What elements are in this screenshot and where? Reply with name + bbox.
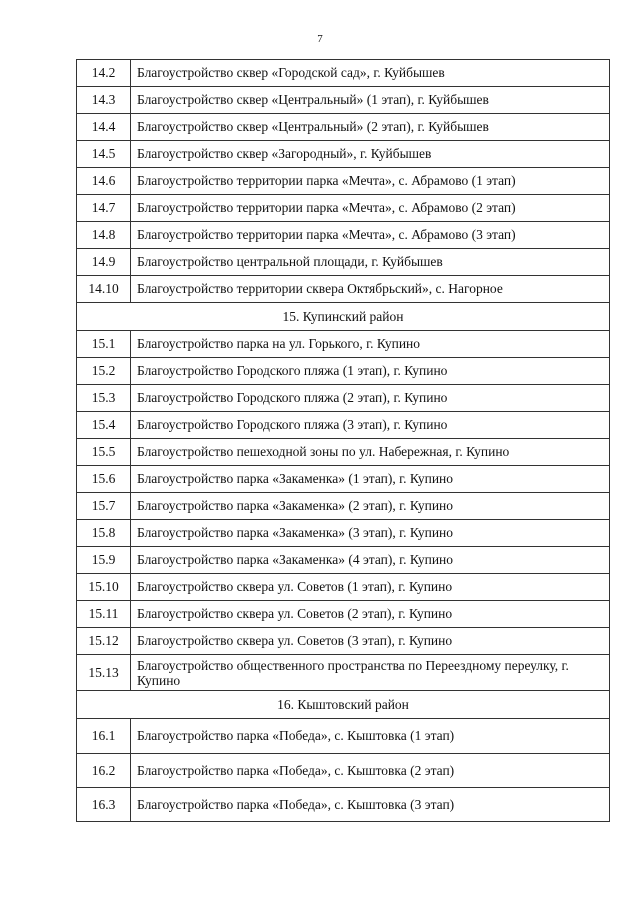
section-title: 16. Кыштовский район	[77, 691, 610, 719]
row-number: 15.1	[77, 331, 131, 358]
table-row	[77, 628, 610, 655]
table-row	[77, 195, 610, 222]
page-number: 7	[317, 33, 323, 45]
row-number: 16.3	[77, 788, 131, 822]
row-number: 15.5	[77, 439, 131, 466]
row-number: 15.2	[77, 358, 131, 385]
row-number: 14.10	[77, 276, 131, 303]
table-row	[77, 655, 610, 691]
table-row	[77, 114, 610, 141]
row-number: 14.6	[77, 168, 131, 195]
table-row	[77, 754, 610, 788]
row-description: Благоустройство сквер «Загородный», г. Куйбышев	[131, 141, 610, 168]
table-row	[77, 574, 610, 601]
row-number: 15.10	[77, 574, 131, 601]
row-description: Благоустройство парка «Победа», с. Кыштовка (1 этап)	[131, 719, 610, 754]
table-row	[77, 719, 610, 754]
table-row	[77, 601, 610, 628]
row-number: 15.7	[77, 493, 131, 520]
row-number: 15.8	[77, 520, 131, 547]
row-description: Благоустройство пешеходной зоны по ул. Набережная, г. Купино	[131, 439, 610, 466]
row-description: Благоустройство парка на ул. Горького, г. Купино	[131, 331, 610, 358]
row-number: 14.5	[77, 141, 131, 168]
table-row	[77, 331, 610, 358]
row-description: Благоустройство парка «Закаменка» (2 этап), г. Купино	[131, 493, 610, 520]
row-description: Благоустройство общественного пространства по Переездному переулку, г. Купино	[131, 655, 610, 691]
table-row	[77, 493, 610, 520]
row-number: 15.6	[77, 466, 131, 493]
table-row	[77, 466, 610, 493]
table-row	[77, 276, 610, 303]
row-description: Благоустройство Городского пляжа (1 этап), г. Купино	[131, 358, 610, 385]
row-number: 14.9	[77, 249, 131, 276]
table-row	[77, 358, 610, 385]
table-row	[77, 520, 610, 547]
section-header-row	[77, 303, 610, 331]
row-description: Благоустройство центральной площади, г. Куйбышев	[131, 249, 610, 276]
row-number: 14.7	[77, 195, 131, 222]
row-description: Благоустройство Городского пляжа (3 этап), г. Купино	[131, 412, 610, 439]
row-description: Благоустройство сквер «Центральный» (1 этап), г. Куйбышев	[131, 87, 610, 114]
table-row	[77, 439, 610, 466]
section-title: 15. Купинский район	[77, 303, 610, 331]
row-description: Благоустройство территории парка «Мечта», с. Абрамово (1 этап)	[131, 168, 610, 195]
row-number: 14.2	[77, 60, 131, 87]
projects-table	[76, 59, 610, 822]
row-number: 15.13	[77, 655, 131, 691]
table-row	[77, 385, 610, 412]
table-row	[77, 412, 610, 439]
row-description: Благоустройство парка «Закаменка» (1 этап), г. Купино	[131, 466, 610, 493]
row-description: Благоустройство сквера ул. Советов (3 этап), г. Купино	[131, 628, 610, 655]
row-description: Благоустройство сквер «Центральный» (2 этап), г. Куйбышев	[131, 114, 610, 141]
table-row	[77, 168, 610, 195]
projects-table-body	[77, 60, 610, 822]
row-description: Благоустройство парка «Закаменка» (4 этап), г. Купино	[131, 547, 610, 574]
row-number: 14.8	[77, 222, 131, 249]
row-number: 15.4	[77, 412, 131, 439]
row-description: Благоустройство территории сквера Октябрьский», с. Нагорное	[131, 276, 610, 303]
row-number: 15.12	[77, 628, 131, 655]
row-description: Благоустройство сквера ул. Советов (2 этап), г. Купино	[131, 601, 610, 628]
row-description: Благоустройство парка «Закаменка» (3 этап), г. Купино	[131, 520, 610, 547]
table-row	[77, 60, 610, 87]
table-row	[77, 788, 610, 822]
table-row	[77, 141, 610, 168]
row-description: Благоустройство территории парка «Мечта», с. Абрамово (3 этап)	[131, 222, 610, 249]
row-description: Благоустройство территории парка «Мечта», с. Абрамово (2 этап)	[131, 195, 610, 222]
row-number: 16.1	[77, 719, 131, 754]
table-row	[77, 249, 610, 276]
row-number: 16.2	[77, 754, 131, 788]
row-description: Благоустройство сквера ул. Советов (1 этап), г. Купино	[131, 574, 610, 601]
row-description: Благоустройство Городского пляжа (2 этап), г. Купино	[131, 385, 610, 412]
section-header-row	[77, 691, 610, 719]
row-number: 14.4	[77, 114, 131, 141]
table-row	[77, 87, 610, 114]
row-number: 15.11	[77, 601, 131, 628]
row-number: 15.9	[77, 547, 131, 574]
row-description: Благоустройство парка «Победа», с. Кыштовка (2 этап)	[131, 754, 610, 788]
table-row	[77, 547, 610, 574]
table-row	[77, 222, 610, 249]
row-number: 15.3	[77, 385, 131, 412]
row-description: Благоустройство парка «Победа», с. Кыштовка (3 этап)	[131, 788, 610, 822]
row-description: Благоустройство сквер «Городской сад», г. Куйбышев	[131, 60, 610, 87]
row-number: 14.3	[77, 87, 131, 114]
